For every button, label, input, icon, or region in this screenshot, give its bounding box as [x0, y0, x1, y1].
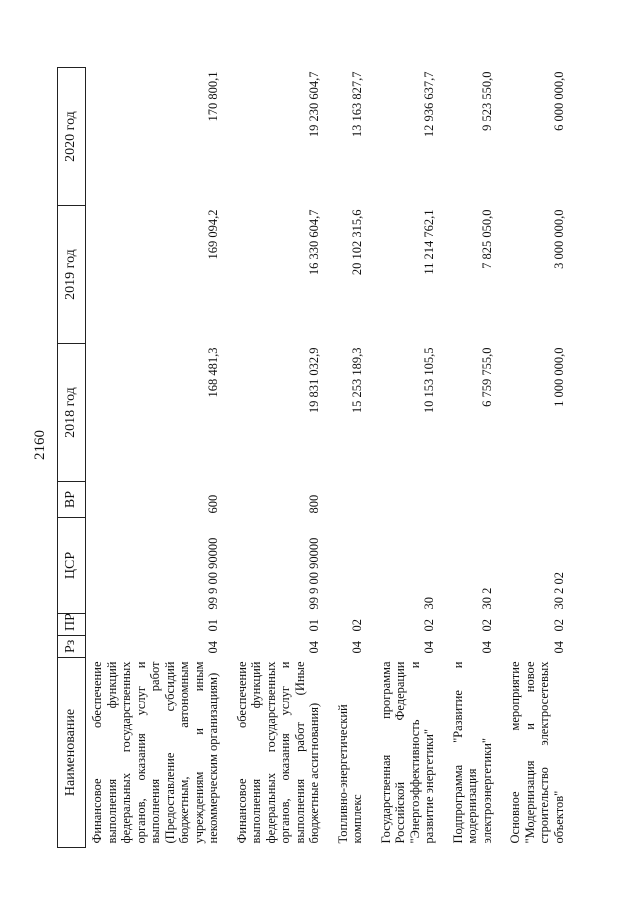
table-row: [447, 68, 505, 848]
row-2019: 11 214 762,1: [422, 209, 436, 275]
row-2018: 168 481,3: [206, 347, 220, 398]
row-vr: [504, 482, 576, 518]
header-pr: ПР: [58, 614, 86, 636]
row-rz: 04: [206, 641, 220, 654]
row-2020: 6 000 000,0: [551, 71, 566, 131]
row-2020: 19 230 604,7: [307, 71, 321, 138]
row-2018: 6 759 755,0: [479, 347, 494, 407]
row-name: Подпрограмма "Развитие и модернизация электроэнергетики": [450, 661, 494, 844]
row-vr: [447, 482, 505, 518]
row-pr: 02: [350, 619, 364, 632]
row-vr: [332, 482, 375, 518]
row-2020: 13 163 827,7: [350, 71, 364, 138]
row-pr: 02: [422, 619, 436, 632]
row-csr: [332, 518, 375, 614]
table-row: [86, 68, 231, 848]
page-number: 2160: [32, 430, 48, 460]
row-name: Основное мероприятие "Модернизация и новое строительство электросетевых объектов": [508, 661, 566, 844]
row-rz: 04: [307, 641, 321, 654]
header-name: Наименование: [58, 658, 86, 848]
row-vr: [375, 482, 447, 518]
header-csr: ЦСР: [58, 518, 86, 614]
row-csr: 30 2 02: [551, 572, 566, 610]
row-2020: 170 800,1: [206, 71, 220, 122]
row-2018: 19 831 032,9: [307, 347, 321, 414]
table-row: [231, 68, 332, 848]
row-pr: 01: [206, 619, 220, 632]
rotated-page-content: [57, 68, 577, 848]
row-2019: 169 094,2: [206, 209, 220, 260]
header-2018: 2018 год: [58, 344, 86, 482]
row-pr: 02: [479, 619, 494, 632]
row-2018: 1 000 000,0: [551, 347, 566, 407]
table-row: [332, 68, 375, 848]
table-row: [375, 68, 447, 848]
row-2019: 7 825 050,0: [479, 209, 494, 269]
row-name: Финансовое обеспечение выполнения функций федеральных государственных органов, оказания услуг и выполнения работ (Иные бюджетные ассигнования): [234, 661, 321, 844]
row-name: Топливно-энергетический комплекс: [335, 704, 364, 844]
row-2020: 9 523 550,0: [479, 71, 494, 131]
row-csr: 99 9 00 90000: [307, 537, 321, 610]
row-csr: 99 9 00 90000: [206, 537, 220, 610]
table-header-row: [58, 68, 86, 848]
row-rz: 04: [551, 641, 566, 654]
row-2019: 16 330 604,7: [307, 209, 321, 276]
row-rz: 04: [422, 641, 436, 654]
header-2020: 2020 год: [58, 68, 86, 206]
row-name: Государственная программа Российской Федерации "Энергоэффективность и развитие энергетики": [378, 661, 436, 844]
row-csr: 30: [422, 597, 436, 610]
header-2019: 2019 год: [58, 206, 86, 344]
row-csr: 30 2: [479, 587, 494, 610]
row-pr: 02: [551, 619, 566, 632]
row-2018: 10 153 105,5: [422, 347, 436, 414]
row-name: Финансовое обеспечение выполнения функций федеральных государственных органов, оказания услуг и выполнения работ (Предоставление субсидий бюджетным, автономным учреждениям и иным некоммерческим организациям): [90, 661, 220, 844]
table-row: [504, 68, 576, 848]
row-2020: 12 936 637,7: [422, 71, 436, 138]
budget-table: [57, 67, 576, 848]
row-2018: 15 253 189,3: [350, 347, 364, 414]
header-rz: Рз: [58, 636, 86, 658]
row-2019: 3 000 000,0: [551, 209, 566, 269]
row-vr: 600: [206, 494, 220, 514]
row-2019: 20 102 315,6: [350, 209, 364, 276]
row-rz: 04: [479, 641, 494, 654]
header-vr: ВР: [58, 482, 86, 518]
row-rz: 04: [350, 641, 364, 654]
row-pr: 01: [307, 619, 321, 632]
row-vr: 800: [307, 494, 321, 514]
